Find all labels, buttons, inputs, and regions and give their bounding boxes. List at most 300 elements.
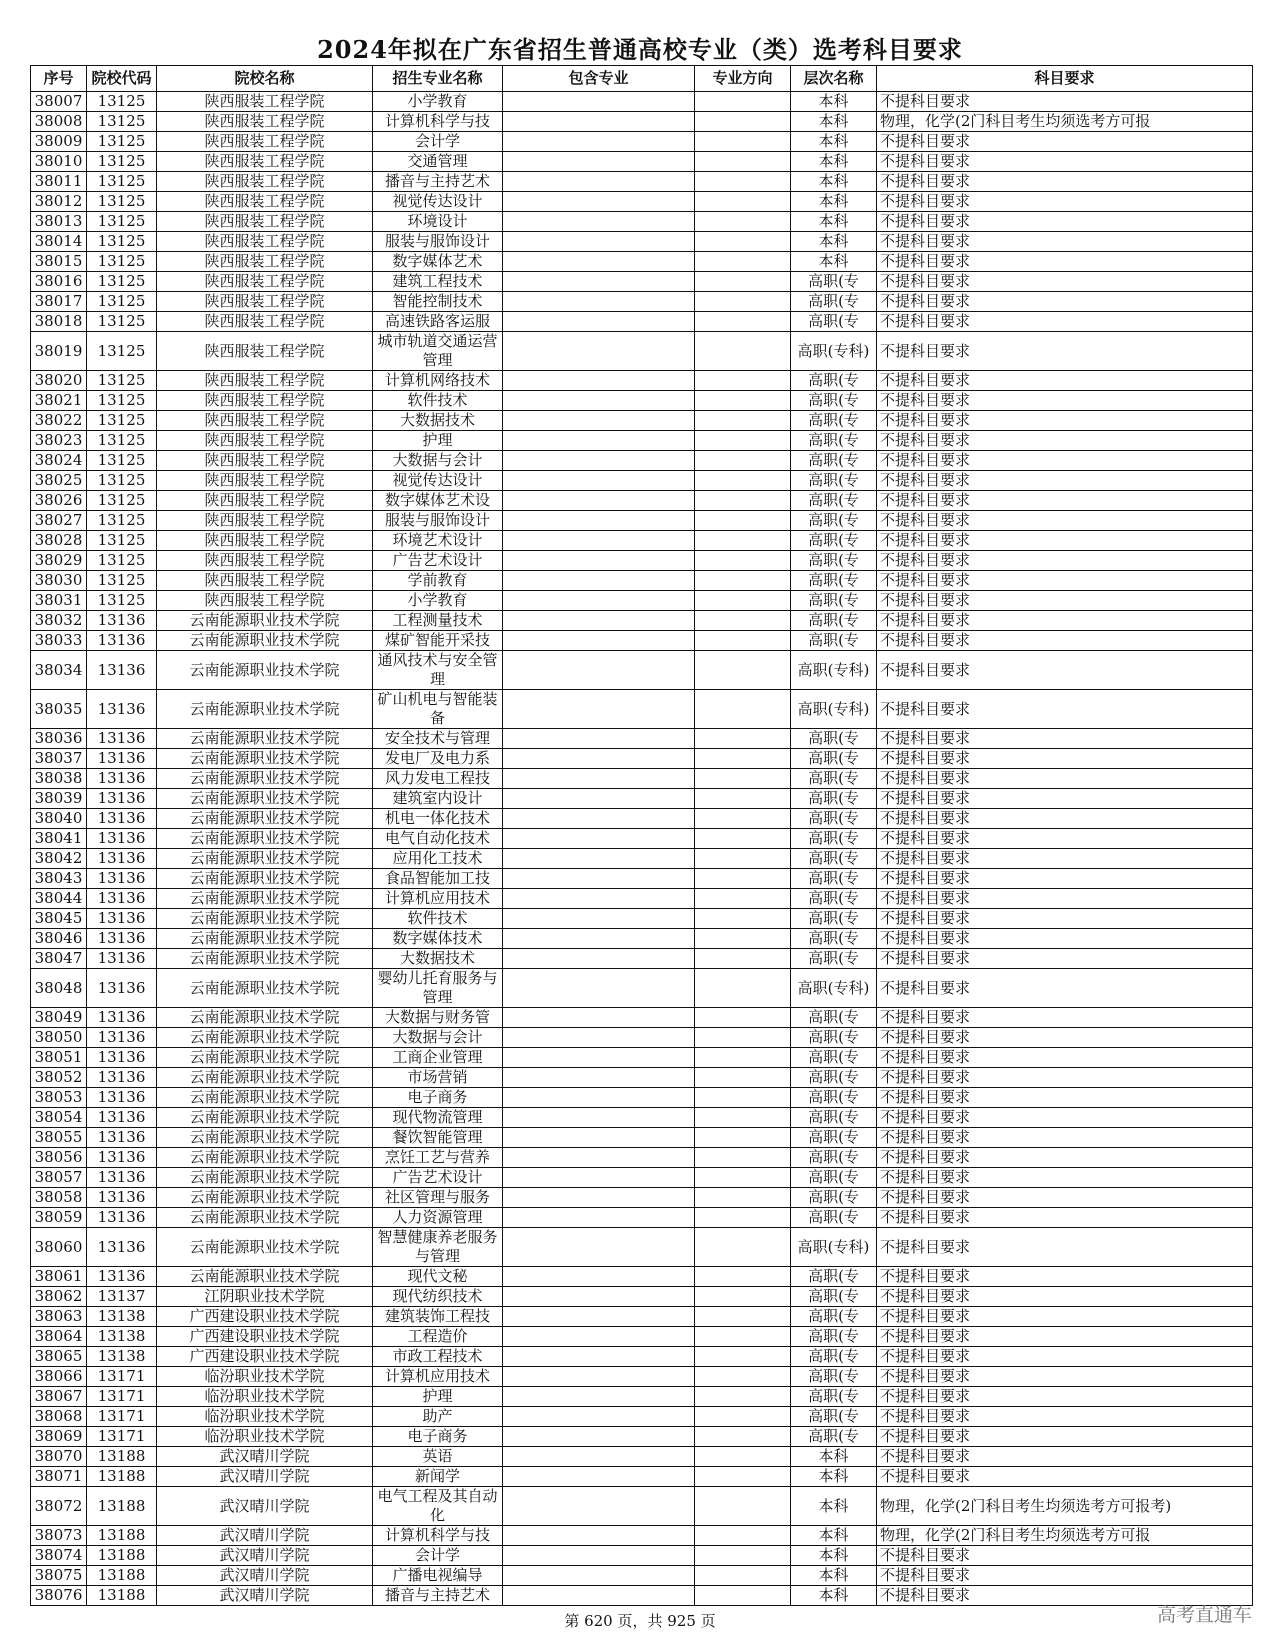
cell-level: 高职(专	[791, 571, 877, 591]
cell-included-majors	[503, 172, 695, 192]
cell-school-code: 13125	[87, 551, 157, 571]
cell-seq: 38043	[31, 869, 87, 889]
cell-school-code: 13136	[87, 1068, 157, 1088]
cell-major-direction	[695, 132, 791, 152]
cell-subject-requirement: 不提科目要求	[877, 571, 1253, 591]
cell-subject-requirement: 不提科目要求	[877, 651, 1253, 690]
cell-major-name: 视觉传达设计	[373, 192, 503, 212]
table-row	[31, 690, 1253, 729]
cell-major-direction	[695, 1387, 791, 1407]
cell-major-direction	[695, 471, 791, 491]
cell-included-majors	[503, 371, 695, 391]
cell-level: 高职(专	[791, 1128, 877, 1148]
cell-school-code: 13136	[87, 769, 157, 789]
cell-school-name: 广西建设职业技术学院	[157, 1347, 373, 1367]
cell-major-direction	[695, 1407, 791, 1427]
cell-school-name: 云南能源职业技术学院	[157, 949, 373, 969]
cell-major-name: 计算机科学与技	[373, 112, 503, 132]
cell-school-name: 陕西服装工程学院	[157, 511, 373, 531]
cell-level: 本科	[791, 192, 877, 212]
table-row	[31, 809, 1253, 829]
cell-subject-requirement: 不提科目要求	[877, 1407, 1253, 1427]
cell-major-direction	[695, 1008, 791, 1028]
cell-seq: 38008	[31, 112, 87, 132]
cell-subject-requirement: 不提科目要求	[877, 92, 1253, 112]
cell-major-name: 电子商务	[373, 1088, 503, 1108]
cell-major-direction	[695, 511, 791, 531]
cell-major-direction	[695, 571, 791, 591]
cell-level: 高职(专	[791, 1048, 877, 1068]
cell-major-direction	[695, 929, 791, 949]
cell-seq: 38027	[31, 511, 87, 531]
table-row	[31, 889, 1253, 909]
cell-included-majors	[503, 551, 695, 571]
cell-subject-requirement: 不提科目要求	[877, 1168, 1253, 1188]
table-row	[31, 551, 1253, 571]
cell-subject-requirement: 不提科目要求	[877, 332, 1253, 371]
cell-school-code: 13125	[87, 431, 157, 451]
cell-school-code: 13138	[87, 1347, 157, 1367]
cell-included-majors	[503, 471, 695, 491]
table-row	[31, 332, 1253, 371]
cell-major-name: 食品智能加工技	[373, 869, 503, 889]
cell-included-majors	[503, 391, 695, 411]
cell-major-direction	[695, 969, 791, 1008]
cell-major-direction	[695, 192, 791, 212]
cell-included-majors	[503, 1188, 695, 1208]
cell-major-name: 工商企业管理	[373, 1048, 503, 1068]
cell-included-majors	[503, 591, 695, 611]
cell-included-majors	[503, 809, 695, 829]
cell-level: 高职(专	[791, 889, 877, 909]
cell-major-name: 护理	[373, 1387, 503, 1407]
cell-included-majors	[503, 1028, 695, 1048]
cell-school-name: 云南能源职业技术学院	[157, 1148, 373, 1168]
cell-school-name: 陕西服装工程学院	[157, 591, 373, 611]
cell-major-name: 电子商务	[373, 1427, 503, 1447]
cell-school-name: 云南能源职业技术学院	[157, 849, 373, 869]
cell-subject-requirement: 不提科目要求	[877, 1546, 1253, 1566]
cell-subject-requirement: 不提科目要求	[877, 152, 1253, 172]
cell-seq: 38033	[31, 631, 87, 651]
table-row	[31, 391, 1253, 411]
cell-school-name: 陕西服装工程学院	[157, 192, 373, 212]
cell-included-majors	[503, 829, 695, 849]
cell-major-name: 人力资源管理	[373, 1208, 503, 1228]
cell-subject-requirement: 不提科目要求	[877, 1228, 1253, 1267]
table-row	[31, 431, 1253, 451]
cell-major-name: 智慧健康养老服务与管理	[373, 1228, 503, 1267]
cell-level: 高职(专	[791, 1108, 877, 1128]
cell-included-majors	[503, 571, 695, 591]
cell-school-code: 13136	[87, 1208, 157, 1228]
cell-level: 本科	[791, 1546, 877, 1566]
cell-major-direction	[695, 292, 791, 312]
cell-subject-requirement: 不提科目要求	[877, 471, 1253, 491]
cell-school-code: 13136	[87, 1088, 157, 1108]
table-row	[31, 869, 1253, 889]
cell-seq: 38070	[31, 1447, 87, 1467]
cell-major-name: 应用化工技术	[373, 849, 503, 869]
cell-major-name: 英语	[373, 1447, 503, 1467]
cell-major-name: 计算机应用技术	[373, 889, 503, 909]
cell-seq: 38074	[31, 1546, 87, 1566]
cell-major-direction	[695, 391, 791, 411]
cell-level: 高职(专	[791, 1347, 877, 1367]
cell-subject-requirement: 不提科目要求	[877, 491, 1253, 511]
cell-seq: 38040	[31, 809, 87, 829]
cell-level: 高职(专	[791, 511, 877, 531]
cell-level: 本科	[791, 1487, 877, 1526]
cell-included-majors	[503, 1327, 695, 1347]
cell-major-direction	[695, 849, 791, 869]
cell-level: 高职(专	[791, 391, 877, 411]
cell-major-name: 大数据技术	[373, 949, 503, 969]
cell-school-code: 13136	[87, 969, 157, 1008]
cell-seq: 38069	[31, 1427, 87, 1447]
cell-level: 高职(专	[791, 312, 877, 332]
table-row	[31, 1008, 1253, 1028]
cell-major-name: 数字媒体艺术设	[373, 491, 503, 511]
cell-school-name: 云南能源职业技术学院	[157, 969, 373, 1008]
cell-subject-requirement: 不提科目要求	[877, 1427, 1253, 1447]
cell-subject-requirement: 不提科目要求	[877, 1566, 1253, 1586]
cell-major-direction	[695, 809, 791, 829]
cell-seq: 38055	[31, 1128, 87, 1148]
cell-major-direction	[695, 92, 791, 112]
cell-school-name: 武汉晴川学院	[157, 1447, 373, 1467]
cell-school-code: 13136	[87, 1028, 157, 1048]
cell-seq: 38046	[31, 929, 87, 949]
cell-seq: 38030	[31, 571, 87, 591]
cell-school-name: 云南能源职业技术学院	[157, 1267, 373, 1287]
cell-subject-requirement: 物理，化学(2门科目考生均须选考方可报	[877, 1526, 1253, 1546]
cell-school-name: 陕西服装工程学院	[157, 391, 373, 411]
cell-seq: 38062	[31, 1287, 87, 1307]
cell-seq: 38056	[31, 1148, 87, 1168]
cell-major-name: 工程造价	[373, 1327, 503, 1347]
cell-seq: 38034	[31, 651, 87, 690]
header-included-majors: 包含专业	[503, 66, 695, 92]
cell-major-name: 交通管理	[373, 152, 503, 172]
cell-subject-requirement: 不提科目要求	[877, 1267, 1253, 1287]
cell-school-code: 13125	[87, 591, 157, 611]
cell-major-direction	[695, 371, 791, 391]
cell-included-majors	[503, 431, 695, 451]
cell-subject-requirement: 不提科目要求	[877, 591, 1253, 611]
cell-level: 高职(专	[791, 451, 877, 471]
table-row	[31, 1168, 1253, 1188]
cell-included-majors	[503, 232, 695, 252]
cell-major-name: 建筑室内设计	[373, 789, 503, 809]
cell-school-name: 云南能源职业技术学院	[157, 869, 373, 889]
cell-major-direction	[695, 451, 791, 471]
cell-seq: 38023	[31, 431, 87, 451]
cell-level: 本科	[791, 1566, 877, 1586]
cell-major-direction	[695, 690, 791, 729]
cell-seq: 38051	[31, 1048, 87, 1068]
cell-school-name: 陕西服装工程学院	[157, 112, 373, 132]
cell-major-name: 环境艺术设计	[373, 531, 503, 551]
cell-school-code: 13125	[87, 232, 157, 252]
cell-subject-requirement: 不提科目要求	[877, 132, 1253, 152]
cell-level: 高职(专	[791, 471, 877, 491]
cell-level: 高职(专	[791, 1068, 877, 1088]
cell-school-code: 13136	[87, 1168, 157, 1188]
cell-included-majors	[503, 1267, 695, 1287]
cell-major-name: 播音与主持艺术	[373, 172, 503, 192]
cell-included-majors	[503, 1546, 695, 1566]
cell-major-name: 软件技术	[373, 391, 503, 411]
table-row	[31, 491, 1253, 511]
cell-included-majors	[503, 1586, 695, 1606]
cell-school-name: 广西建设职业技术学院	[157, 1307, 373, 1327]
cell-school-code: 13171	[87, 1427, 157, 1447]
cell-seq: 38024	[31, 451, 87, 471]
cell-seq: 38016	[31, 272, 87, 292]
cell-school-name: 陕西服装工程学院	[157, 252, 373, 272]
cell-subject-requirement: 物理，化学(2门科目考生均须选考方可报	[877, 112, 1253, 132]
cell-school-name: 江阴职业技术学院	[157, 1287, 373, 1307]
cell-seq: 38029	[31, 551, 87, 571]
cell-school-code: 13136	[87, 729, 157, 749]
cell-subject-requirement: 不提科目要求	[877, 909, 1253, 929]
cell-seq: 38028	[31, 531, 87, 551]
table-row	[31, 611, 1253, 631]
cell-seq: 38031	[31, 591, 87, 611]
cell-major-direction	[695, 332, 791, 371]
table-row	[31, 769, 1253, 789]
cell-major-name: 现代纺织技术	[373, 1287, 503, 1307]
cell-school-name: 云南能源职业技术学院	[157, 1088, 373, 1108]
table-row	[31, 232, 1253, 252]
cell-school-name: 武汉晴川学院	[157, 1526, 373, 1546]
cell-school-code: 13136	[87, 869, 157, 889]
cell-school-name: 临汾职业技术学院	[157, 1387, 373, 1407]
table-row	[31, 571, 1253, 591]
cell-level: 高职(专	[791, 1267, 877, 1287]
cell-seq: 38076	[31, 1586, 87, 1606]
cell-level: 高职(专	[791, 1427, 877, 1447]
header-school-name: 院校名称	[157, 66, 373, 92]
cell-school-code: 13136	[87, 1128, 157, 1148]
table-row	[31, 1387, 1253, 1407]
cell-seq: 38057	[31, 1168, 87, 1188]
table-row	[31, 1028, 1253, 1048]
cell-subject-requirement: 不提科目要求	[877, 611, 1253, 631]
cell-major-direction	[695, 531, 791, 551]
cell-major-name: 播音与主持艺术	[373, 1586, 503, 1606]
cell-level: 本科	[791, 1586, 877, 1606]
cell-school-code: 13125	[87, 92, 157, 112]
table-row	[31, 1546, 1253, 1566]
cell-school-name: 陕西服装工程学院	[157, 411, 373, 431]
cell-school-code: 13136	[87, 1048, 157, 1068]
cell-school-name: 陕西服装工程学院	[157, 232, 373, 252]
cell-subject-requirement: 不提科目要求	[877, 1307, 1253, 1327]
cell-school-name: 云南能源职业技术学院	[157, 749, 373, 769]
cell-major-name: 环境设计	[373, 212, 503, 232]
cell-school-code: 13125	[87, 451, 157, 471]
table-row	[31, 272, 1253, 292]
table-row	[31, 1427, 1253, 1447]
cell-major-name: 数字媒体技术	[373, 929, 503, 949]
cell-major-direction	[695, 1228, 791, 1267]
cell-included-majors	[503, 1048, 695, 1068]
table-row	[31, 132, 1253, 152]
cell-major-direction	[695, 1347, 791, 1367]
cell-seq: 38061	[31, 1267, 87, 1287]
table-row	[31, 1228, 1253, 1267]
table-row	[31, 1467, 1253, 1487]
cell-subject-requirement: 不提科目要求	[877, 1387, 1253, 1407]
cell-major-direction	[695, 1088, 791, 1108]
cell-major-name: 大数据与会计	[373, 1028, 503, 1048]
cell-major-name: 广播电视编导	[373, 1566, 503, 1586]
cell-major-name: 广告艺术设计	[373, 1168, 503, 1188]
cell-level: 本科	[791, 1526, 877, 1546]
cell-level: 本科	[791, 1467, 877, 1487]
cell-school-code: 13188	[87, 1467, 157, 1487]
cell-school-name: 云南能源职业技术学院	[157, 651, 373, 690]
cell-subject-requirement: 不提科目要求	[877, 1287, 1253, 1307]
header-major-direction: 专业方向	[695, 66, 791, 92]
cell-school-code: 13136	[87, 1188, 157, 1208]
cell-subject-requirement: 不提科目要求	[877, 511, 1253, 531]
cell-level: 高职(专	[791, 591, 877, 611]
cell-major-direction	[695, 431, 791, 451]
cell-included-majors	[503, 729, 695, 749]
cell-level: 高职(专	[791, 371, 877, 391]
cell-major-name: 小学教育	[373, 92, 503, 112]
table-row	[31, 411, 1253, 431]
cell-subject-requirement: 不提科目要求	[877, 889, 1253, 909]
cell-included-majors	[503, 1228, 695, 1267]
cell-subject-requirement: 不提科目要求	[877, 411, 1253, 431]
cell-level: 高职(专	[791, 929, 877, 949]
cell-subject-requirement: 不提科目要求	[877, 1008, 1253, 1028]
cell-school-code: 13136	[87, 829, 157, 849]
table-row	[31, 789, 1253, 809]
cell-seq: 38025	[31, 471, 87, 491]
cell-included-majors	[503, 1387, 695, 1407]
cell-subject-requirement: 不提科目要求	[877, 849, 1253, 869]
cell-school-name: 陕西服装工程学院	[157, 571, 373, 591]
cell-major-name: 市场营销	[373, 1068, 503, 1088]
cell-school-name: 云南能源职业技术学院	[157, 809, 373, 829]
cell-school-name: 陕西服装工程学院	[157, 292, 373, 312]
cell-school-code: 13125	[87, 491, 157, 511]
cell-included-majors	[503, 312, 695, 332]
cell-level: 高职(专	[791, 1387, 877, 1407]
table-row	[31, 152, 1253, 172]
cell-major-direction	[695, 1028, 791, 1048]
cell-major-name: 服装与服饰设计	[373, 511, 503, 531]
table-row	[31, 829, 1253, 849]
cell-subject-requirement: 不提科目要求	[877, 1148, 1253, 1168]
table-row	[31, 252, 1253, 272]
table-row	[31, 172, 1253, 192]
table-row	[31, 292, 1253, 312]
cell-school-name: 云南能源职业技术学院	[157, 690, 373, 729]
cell-level: 高职(专	[791, 551, 877, 571]
cell-level: 本科	[791, 112, 877, 132]
cell-level: 高职(专	[791, 849, 877, 869]
table-row	[31, 1447, 1253, 1467]
cell-subject-requirement: 不提科目要求	[877, 192, 1253, 212]
cell-subject-requirement: 不提科目要求	[877, 272, 1253, 292]
cell-seq: 38038	[31, 769, 87, 789]
cell-school-name: 武汉晴川学院	[157, 1566, 373, 1586]
table-row	[31, 1347, 1253, 1367]
cell-subject-requirement: 不提科目要求	[877, 869, 1253, 889]
cell-major-direction	[695, 1526, 791, 1546]
cell-seq: 38019	[31, 332, 87, 371]
cell-level: 高职(专	[791, 749, 877, 769]
cell-school-code: 13125	[87, 471, 157, 491]
cell-major-direction	[695, 312, 791, 332]
table-row	[31, 1128, 1253, 1148]
cell-included-majors	[503, 909, 695, 929]
cell-included-majors	[503, 132, 695, 152]
cell-school-name: 云南能源职业技术学院	[157, 1108, 373, 1128]
cell-major-direction	[695, 1287, 791, 1307]
table-row	[31, 1487, 1253, 1526]
cell-seq: 38012	[31, 192, 87, 212]
cell-major-direction	[695, 749, 791, 769]
cell-level: 高职(专	[791, 1028, 877, 1048]
cell-seq: 38058	[31, 1188, 87, 1208]
cell-major-name: 现代物流管理	[373, 1108, 503, 1128]
page-footer: 第 620 页，共 925 页	[564, 1612, 716, 1630]
cell-level: 高职(专	[791, 809, 877, 829]
cell-included-majors	[503, 1168, 695, 1188]
cell-included-majors	[503, 252, 695, 272]
cell-seq: 38010	[31, 152, 87, 172]
header-school-code: 院校代码	[87, 66, 157, 92]
cell-school-code: 13125	[87, 252, 157, 272]
cell-included-majors	[503, 1347, 695, 1367]
cell-major-name: 护理	[373, 431, 503, 451]
cell-school-code: 13125	[87, 332, 157, 371]
cell-subject-requirement: 不提科目要求	[877, 969, 1253, 1008]
cell-school-code: 13188	[87, 1526, 157, 1546]
cell-seq: 38018	[31, 312, 87, 332]
cell-subject-requirement: 不提科目要求	[877, 949, 1253, 969]
cell-major-direction	[695, 1188, 791, 1208]
table-row	[31, 531, 1253, 551]
cell-seq: 38063	[31, 1307, 87, 1327]
cell-school-name: 临汾职业技术学院	[157, 1427, 373, 1447]
cell-school-code: 13125	[87, 312, 157, 332]
cell-major-name: 通风技术与安全管理	[373, 651, 503, 690]
cell-school-name: 云南能源职业技术学院	[157, 1048, 373, 1068]
cell-included-majors	[503, 1307, 695, 1327]
cell-major-direction	[695, 1168, 791, 1188]
page-title: 2024年拟在广东省招生普通高校专业（类）选考科目要求	[317, 35, 963, 64]
cell-major-name: 大数据与会计	[373, 451, 503, 471]
cell-school-code: 13188	[87, 1447, 157, 1467]
cell-school-code: 13136	[87, 929, 157, 949]
cell-major-direction	[695, 1068, 791, 1088]
cell-subject-requirement: 不提科目要求	[877, 1327, 1253, 1347]
table-row	[31, 511, 1253, 531]
cell-seq: 38036	[31, 729, 87, 749]
cell-school-code: 13125	[87, 411, 157, 431]
cell-included-majors	[503, 1447, 695, 1467]
cell-major-name: 建筑工程技术	[373, 272, 503, 292]
cell-major-name: 视觉传达设计	[373, 471, 503, 491]
